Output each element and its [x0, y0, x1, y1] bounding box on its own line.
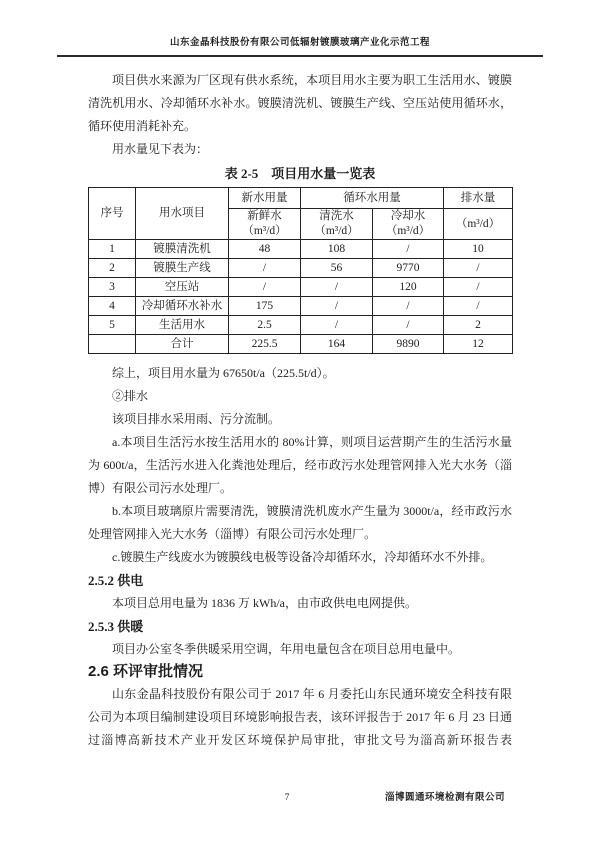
cell-wash: 164	[301, 335, 373, 354]
header-fresh-unit: （m³/d）	[242, 225, 287, 237]
page-header	[57, 0, 543, 57]
paragraph-drain-system: 该项目排水采用雨、污分流制。	[112, 412, 281, 426]
cell-drain: 10	[444, 240, 513, 259]
paragraph-table-intro: 用水量见下表为：	[112, 142, 209, 156]
header-wash-label: 清洗水	[319, 210, 354, 222]
paragraph-power: 本项目总用电量为 1836 万 kWh/a，由市政供电电网提供。	[112, 596, 417, 610]
table-header-row-1	[89, 188, 513, 209]
header-cell-cool	[373, 209, 444, 240]
cell-seq: 3	[89, 278, 136, 297]
cell-fresh: /	[229, 278, 301, 297]
header-cell-cycle-water: 循环水用量	[301, 188, 444, 209]
cell-seq: 2	[89, 259, 136, 278]
cell-cool: 9770	[373, 259, 444, 278]
cell-wash: /	[301, 297, 373, 316]
cell-seq	[89, 335, 136, 354]
header-wash-unit: （m³/d）	[314, 225, 359, 237]
header-drain-unit: （m³/d）	[455, 217, 501, 230]
paragraph-item-c: c.镀膜生产线废水为镀膜线电极等设备冷却循环水，冷却循环水不外排。	[112, 550, 493, 564]
paragraph-water-supply: 项目供水来源为厂区现有供水系统，本项目用水主要为职工生活用水、镀膜清洗机用水、冷却循环水补水。镀膜清洗机、镀膜生产线、空压站使用循环水，循环使用消耗补充。	[88, 73, 512, 133]
cell-wash: /	[301, 316, 373, 335]
page-footer	[0, 788, 600, 808]
cell-seq: 1	[89, 240, 136, 259]
header-cell-new-water: 新水用量	[229, 188, 301, 209]
table-row	[89, 240, 513, 259]
cell-fresh: /	[229, 259, 301, 278]
header-cell-drain-unit	[444, 209, 513, 240]
paragraph-summary: 综上，项目用水量为 67650t/a（225.5t/d）。	[112, 366, 335, 380]
header-cool-label: 冷却水	[390, 210, 426, 222]
heading-2-5-2: 2.5.2 供电	[88, 573, 144, 588]
header-cell-seq: 序号	[89, 188, 136, 240]
cell-item: 镀膜清洗机	[136, 240, 229, 259]
cell-drain: /	[444, 259, 513, 278]
paragraph-heating: 项目办公室冬季供暖采用空调，年用电量包含在项目总用电量中。	[112, 642, 461, 656]
cell-drain: 12	[444, 335, 513, 354]
cell-seq: 5	[89, 316, 136, 335]
header-cell-wash	[301, 209, 373, 240]
cell-cool: 120	[373, 278, 444, 297]
cell-fresh: 2.5	[229, 316, 301, 335]
header-cool-unit: （m³/d）	[385, 225, 431, 237]
cell-item: 空压站	[136, 278, 229, 297]
page-number: 7	[284, 793, 290, 803]
header-cell-fresh	[229, 209, 301, 240]
water-usage-table	[88, 187, 513, 354]
table-row	[89, 297, 513, 316]
cell-drain: /	[444, 297, 513, 316]
cell-fresh: 225.5	[229, 335, 301, 354]
cell-wash: 56	[301, 259, 373, 278]
cell-item: 镀膜生产线	[136, 259, 229, 278]
cell-drain: 2	[444, 316, 513, 335]
cell-cool: /	[373, 297, 444, 316]
cell-item: 冷却循环水补水	[136, 297, 229, 316]
heading-2-5-3: 2.5.3 供暖	[88, 619, 144, 634]
cell-fresh: 175	[229, 297, 301, 316]
page-content	[0, 57, 600, 752]
cell-fresh: 48	[229, 240, 301, 259]
table-row-total	[89, 335, 513, 354]
paragraph-approval: 山东金晶科技股份有限公司于 2017 年 6 月委托山东民通环境安全科技有限公司为本项目编制建设项目环境影响报告表，该环评报告于 2017 年 6 月 23 日通过淄博高新技术产业开发区环境保护局审批，审批文号为淄高新环报告表	[88, 687, 512, 747]
header-cell-drain: 排水量	[444, 188, 513, 209]
cell-item: 生活用水	[136, 316, 229, 335]
header-cell-item: 用水项目	[136, 188, 229, 240]
cell-item: 合计	[136, 335, 229, 354]
header-fresh-label: 新鲜水	[247, 210, 282, 222]
cell-cool: 9890	[373, 335, 444, 354]
heading-2-6: 2.6 环评审批情况	[88, 663, 204, 680]
footer-company-name: 淄博圆通环境检测有限公司	[384, 793, 505, 803]
cell-wash: /	[301, 278, 373, 297]
table-row	[89, 316, 513, 335]
cell-wash: 108	[301, 240, 373, 259]
paragraph-item-b: b.本项目玻璃原片需要清洗，镀膜清洗机废水产生量为 3000t/a，经市政污水处理管网排入光大水务（淄博）有限公司污水处理厂。	[88, 504, 512, 541]
cell-seq: 4	[89, 297, 136, 316]
table-row	[89, 278, 513, 297]
cell-cool: /	[373, 316, 444, 335]
document-header-title: 山东金晶科技股份有限公司低辐射镀膜玻璃产业化示范工程	[169, 38, 430, 48]
cell-cool: /	[373, 240, 444, 259]
table-row	[89, 259, 513, 278]
paragraph-drain-heading: ②排水	[112, 389, 149, 403]
table-title: 表 2-5 项目用水量一览表	[224, 166, 376, 181]
paragraph-item-a: a.本项目生活污水按生活用水的 80%计算，则项目运营期产生的生活污水量为 600t/a，生活污水进入化粪池处理后，经市政污水处理管网排入光大水务（淄博）有限公司污水处理厂。	[88, 435, 512, 495]
cell-drain: /	[444, 278, 513, 297]
